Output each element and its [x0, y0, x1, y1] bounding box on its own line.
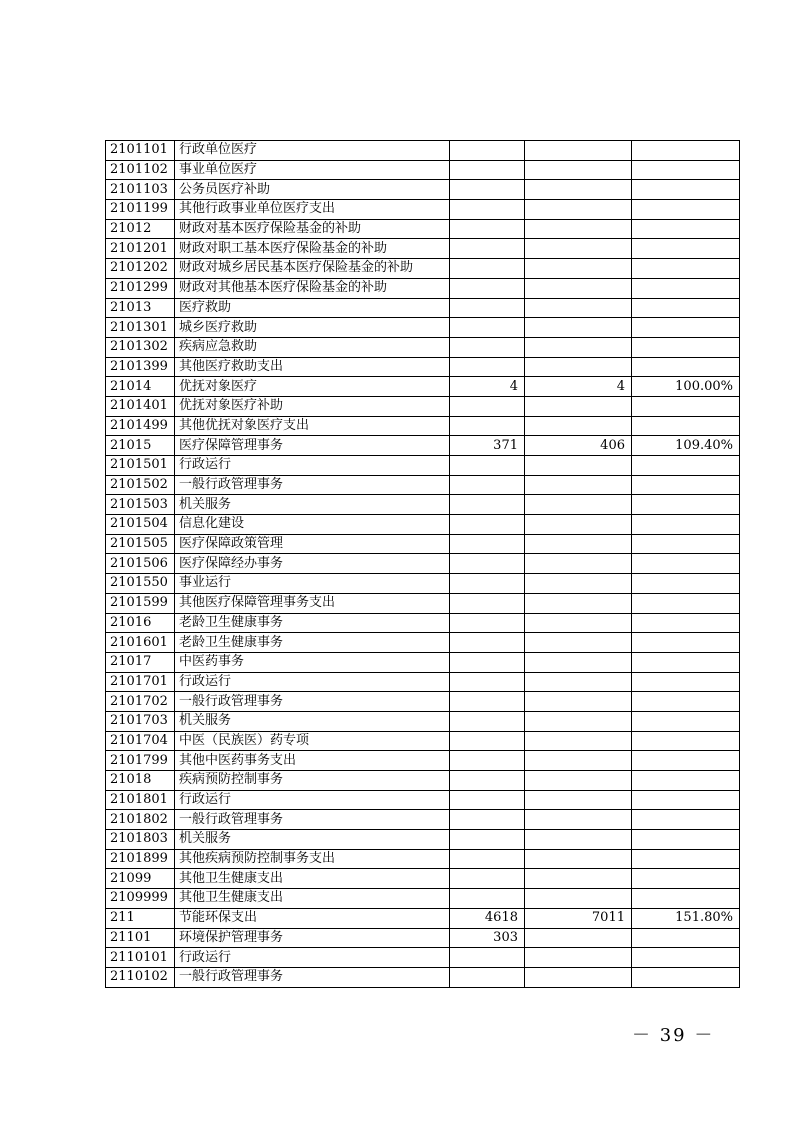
table-body	[106, 141, 740, 988]
cell-value-2	[525, 200, 632, 220]
cell-code: 211	[106, 908, 175, 928]
table-row	[106, 456, 740, 476]
cell-name: 一般行政管理事务	[175, 692, 450, 712]
cell-percent	[632, 200, 740, 220]
cell-code: 2101702	[106, 692, 175, 712]
cell-code: 2101703	[106, 711, 175, 731]
cell-value-1	[450, 239, 525, 259]
cell-name: 医疗救助	[175, 298, 450, 318]
cell-value-2	[525, 534, 632, 554]
cell-value-1	[450, 278, 525, 298]
cell-code: 2101301	[106, 318, 175, 338]
cell-name: 其他行政事业单位医疗支出	[175, 200, 450, 220]
cell-code: 21018	[106, 771, 175, 791]
table-row	[106, 495, 740, 515]
cell-value-2	[525, 495, 632, 515]
cell-value-2	[525, 160, 632, 180]
table-row	[106, 357, 740, 377]
cell-value-1	[450, 810, 525, 830]
table-row	[106, 475, 740, 495]
table-row	[106, 613, 740, 633]
cell-code: 2101399	[106, 357, 175, 377]
cell-code: 2101701	[106, 672, 175, 692]
cell-name: 财政对城乡居民基本医疗保险基金的补助	[175, 259, 450, 279]
cell-value-2	[525, 593, 632, 613]
table-row	[106, 810, 740, 830]
cell-value-1	[450, 160, 525, 180]
cell-value-2	[525, 239, 632, 259]
table-row	[106, 869, 740, 889]
cell-value-2	[525, 731, 632, 751]
table-row	[106, 889, 740, 909]
cell-value-1: 371	[450, 436, 525, 456]
cell-code: 2101601	[106, 633, 175, 653]
table-row	[106, 377, 740, 397]
cell-percent	[632, 849, 740, 869]
cell-name: 城乡医疗救助	[175, 318, 450, 338]
cell-code: 2109999	[106, 889, 175, 909]
cell-percent	[632, 672, 740, 692]
cell-percent	[632, 357, 740, 377]
cell-code: 2101299	[106, 278, 175, 298]
cell-code: 2101501	[106, 456, 175, 476]
cell-name: 一般行政管理事务	[175, 475, 450, 495]
cell-percent	[632, 456, 740, 476]
cell-percent	[632, 869, 740, 889]
cell-value-1	[450, 771, 525, 791]
cell-value-1	[450, 692, 525, 712]
cell-code: 2101505	[106, 534, 175, 554]
table-row	[106, 160, 740, 180]
table-row	[106, 928, 740, 948]
table-row	[106, 652, 740, 672]
cell-value-2	[525, 967, 632, 987]
cell-value-1	[450, 495, 525, 515]
table-row	[106, 948, 740, 968]
cell-value-1	[450, 849, 525, 869]
cell-code: 21012	[106, 219, 175, 239]
cell-percent: 151.80%	[632, 908, 740, 928]
cell-value-2	[525, 574, 632, 594]
cell-value-2	[525, 928, 632, 948]
cell-value-1	[450, 751, 525, 771]
cell-percent	[632, 416, 740, 436]
cell-value-2	[525, 357, 632, 377]
page-number: － 39 －	[632, 1025, 715, 1046]
cell-name: 行政运行	[175, 948, 450, 968]
cell-value-2	[525, 180, 632, 200]
cell-value-1	[450, 219, 525, 239]
cell-code: 2101201	[106, 239, 175, 259]
cell-name: 老龄卫生健康事务	[175, 633, 450, 653]
cell-percent	[632, 692, 740, 712]
cell-value-2	[525, 475, 632, 495]
cell-name: 环境保护管理事务	[175, 928, 450, 948]
cell-name: 优抚对象医疗	[175, 377, 450, 397]
cell-name: 行政单位医疗	[175, 141, 450, 161]
table-row	[106, 908, 740, 928]
table-row	[106, 396, 740, 416]
cell-percent	[632, 948, 740, 968]
cell-percent	[632, 337, 740, 357]
cell-value-2	[525, 554, 632, 574]
cell-percent	[632, 180, 740, 200]
cell-value-2	[525, 613, 632, 633]
table-row	[106, 259, 740, 279]
cell-name: 机关服务	[175, 495, 450, 515]
cell-value-2	[525, 298, 632, 318]
cell-name: 其他疾病预防控制事务支出	[175, 849, 450, 869]
table-row	[106, 593, 740, 613]
cell-value-1: 4618	[450, 908, 525, 928]
cell-value-1	[450, 574, 525, 594]
cell-value-1	[450, 357, 525, 377]
cell-value-2	[525, 416, 632, 436]
cell-code: 2110102	[106, 967, 175, 987]
cell-name: 财政对职工基本医疗保险基金的补助	[175, 239, 450, 259]
cell-code: 2101799	[106, 751, 175, 771]
table-row	[106, 180, 740, 200]
cell-code: 2101704	[106, 731, 175, 751]
cell-percent	[632, 711, 740, 731]
cell-name: 行政运行	[175, 672, 450, 692]
cell-code: 21014	[106, 377, 175, 397]
cell-value-1	[450, 141, 525, 161]
table-row	[106, 554, 740, 574]
cell-code: 21016	[106, 613, 175, 633]
cell-code: 2101504	[106, 515, 175, 535]
table-row	[106, 790, 740, 810]
cell-value-1	[450, 416, 525, 436]
cell-name: 节能环保支出	[175, 908, 450, 928]
table-row	[106, 298, 740, 318]
cell-name: 财政对其他基本医疗保险基金的补助	[175, 278, 450, 298]
cell-percent	[632, 830, 740, 850]
cell-value-1	[450, 534, 525, 554]
table-row	[106, 692, 740, 712]
cell-percent	[632, 534, 740, 554]
table-row	[106, 574, 740, 594]
cell-value-2	[525, 672, 632, 692]
cell-value-1	[450, 652, 525, 672]
cell-name: 行政运行	[175, 456, 450, 476]
cell-code: 2101803	[106, 830, 175, 850]
table-row	[106, 534, 740, 554]
cell-value-1	[450, 475, 525, 495]
cell-value-1	[450, 180, 525, 200]
cell-code: 2101899	[106, 849, 175, 869]
cell-value-2	[525, 771, 632, 791]
table-row	[106, 633, 740, 653]
cell-value-2	[525, 692, 632, 712]
cell-code: 21101	[106, 928, 175, 948]
cell-name: 一般行政管理事务	[175, 810, 450, 830]
cell-name: 机关服务	[175, 830, 450, 850]
table-row	[106, 849, 740, 869]
cell-value-1	[450, 259, 525, 279]
cell-percent	[632, 515, 740, 535]
cell-name: 中医（民族医）药专项	[175, 731, 450, 751]
cell-name: 事业单位医疗	[175, 160, 450, 180]
cell-percent	[632, 771, 740, 791]
cell-code: 21013	[106, 298, 175, 318]
cell-percent	[632, 475, 740, 495]
cell-name: 机关服务	[175, 711, 450, 731]
cell-code: 2101802	[106, 810, 175, 830]
cell-percent	[632, 141, 740, 161]
cell-value-1	[450, 200, 525, 220]
cell-name: 其他优抚对象医疗支出	[175, 416, 450, 436]
table-row	[106, 672, 740, 692]
cell-name: 医疗保障政策管理	[175, 534, 450, 554]
cell-code: 21017	[106, 652, 175, 672]
cell-name: 一般行政管理事务	[175, 967, 450, 987]
cell-percent	[632, 574, 740, 594]
table-row	[106, 219, 740, 239]
cell-percent	[632, 298, 740, 318]
table-row	[106, 337, 740, 357]
cell-value-2	[525, 141, 632, 161]
cell-code: 2101502	[106, 475, 175, 495]
cell-code: 21099	[106, 869, 175, 889]
cell-value-2	[525, 515, 632, 535]
table-row	[106, 967, 740, 987]
cell-name: 其他中医药事务支出	[175, 751, 450, 771]
table-row	[106, 278, 740, 298]
cell-value-2	[525, 711, 632, 731]
cell-percent	[632, 967, 740, 987]
table-row	[106, 141, 740, 161]
cell-code: 2101506	[106, 554, 175, 574]
cell-name: 疾病预防控制事务	[175, 771, 450, 791]
cell-percent: 100.00%	[632, 377, 740, 397]
cell-value-2	[525, 790, 632, 810]
cell-code: 2101202	[106, 259, 175, 279]
cell-value-2: 7011	[525, 908, 632, 928]
cell-value-1: 4	[450, 377, 525, 397]
cell-value-2	[525, 869, 632, 889]
cell-value-2	[525, 456, 632, 476]
cell-value-1	[450, 711, 525, 731]
cell-value-2	[525, 337, 632, 357]
cell-percent: 109.40%	[632, 436, 740, 456]
cell-value-1	[450, 515, 525, 535]
cell-name: 医疗保障管理事务	[175, 436, 450, 456]
cell-name: 财政对基本医疗保险基金的补助	[175, 219, 450, 239]
cell-value-2: 4	[525, 377, 632, 397]
table-row	[106, 239, 740, 259]
cell-value-2	[525, 278, 632, 298]
cell-value-1	[450, 593, 525, 613]
cell-code: 2101103	[106, 180, 175, 200]
cell-code: 21015	[106, 436, 175, 456]
cell-value-2	[525, 219, 632, 239]
cell-percent	[632, 928, 740, 948]
cell-value-1	[450, 337, 525, 357]
cell-code: 2101599	[106, 593, 175, 613]
cell-name: 老龄卫生健康事务	[175, 613, 450, 633]
cell-value-1	[450, 318, 525, 338]
cell-percent	[632, 889, 740, 909]
cell-value-2	[525, 830, 632, 850]
cell-value-1	[450, 889, 525, 909]
cell-value-1	[450, 613, 525, 633]
cell-value-1	[450, 948, 525, 968]
cell-name: 其他医疗救助支出	[175, 357, 450, 377]
cell-value-2	[525, 318, 632, 338]
cell-percent	[632, 810, 740, 830]
cell-name: 其他卫生健康支出	[175, 869, 450, 889]
cell-name: 优抚对象医疗补助	[175, 396, 450, 416]
cell-percent	[632, 239, 740, 259]
cell-value-1	[450, 396, 525, 416]
cell-value-1	[450, 869, 525, 889]
cell-value-1: 303	[450, 928, 525, 948]
cell-value-1	[450, 298, 525, 318]
cell-name: 其他卫生健康支出	[175, 889, 450, 909]
cell-value-2	[525, 948, 632, 968]
cell-name: 事业运行	[175, 574, 450, 594]
cell-percent	[632, 613, 740, 633]
cell-code: 2101302	[106, 337, 175, 357]
cell-code: 2101199	[106, 200, 175, 220]
cell-name: 医疗保障经办事务	[175, 554, 450, 574]
cell-value-1	[450, 967, 525, 987]
cell-percent	[632, 219, 740, 239]
cell-name: 中医药事务	[175, 652, 450, 672]
cell-percent	[632, 633, 740, 653]
cell-value-2	[525, 810, 632, 830]
cell-code: 2101801	[106, 790, 175, 810]
cell-percent	[632, 278, 740, 298]
cell-code: 2110101	[106, 948, 175, 968]
cell-percent	[632, 160, 740, 180]
cell-code: 2101499	[106, 416, 175, 436]
cell-value-2	[525, 889, 632, 909]
table-row	[106, 751, 740, 771]
cell-value-2	[525, 259, 632, 279]
cell-percent	[632, 790, 740, 810]
table-row	[106, 416, 740, 436]
cell-percent	[632, 495, 740, 515]
cell-code: 2101503	[106, 495, 175, 515]
cell-code: 2101102	[106, 160, 175, 180]
cell-name: 信息化建设	[175, 515, 450, 535]
budget-table	[105, 140, 740, 988]
cell-value-1	[450, 830, 525, 850]
cell-value-1	[450, 672, 525, 692]
cell-value-1	[450, 731, 525, 751]
cell-value-2: 406	[525, 436, 632, 456]
cell-name: 公务员医疗补助	[175, 180, 450, 200]
table-row	[106, 731, 740, 751]
cell-name: 其他医疗保障管理事务支出	[175, 593, 450, 613]
cell-percent	[632, 259, 740, 279]
cell-value-1	[450, 790, 525, 810]
cell-percent	[632, 554, 740, 574]
cell-code: 2101101	[106, 141, 175, 161]
cell-value-1	[450, 554, 525, 574]
cell-value-1	[450, 456, 525, 476]
cell-value-2	[525, 849, 632, 869]
cell-value-1	[450, 633, 525, 653]
cell-value-2	[525, 396, 632, 416]
table-row	[106, 771, 740, 791]
cell-percent	[632, 731, 740, 751]
cell-name: 行政运行	[175, 790, 450, 810]
cell-name: 疾病应急救助	[175, 337, 450, 357]
cell-value-2	[525, 652, 632, 672]
cell-value-2	[525, 633, 632, 653]
cell-value-2	[525, 751, 632, 771]
table-row	[106, 436, 740, 456]
table-row	[106, 515, 740, 535]
cell-code: 2101550	[106, 574, 175, 594]
cell-percent	[632, 652, 740, 672]
table-row	[106, 318, 740, 338]
cell-percent	[632, 396, 740, 416]
table-row	[106, 711, 740, 731]
cell-percent	[632, 751, 740, 771]
cell-percent	[632, 318, 740, 338]
table-row	[106, 200, 740, 220]
cell-code: 2101401	[106, 396, 175, 416]
cell-percent	[632, 593, 740, 613]
table-row	[106, 830, 740, 850]
